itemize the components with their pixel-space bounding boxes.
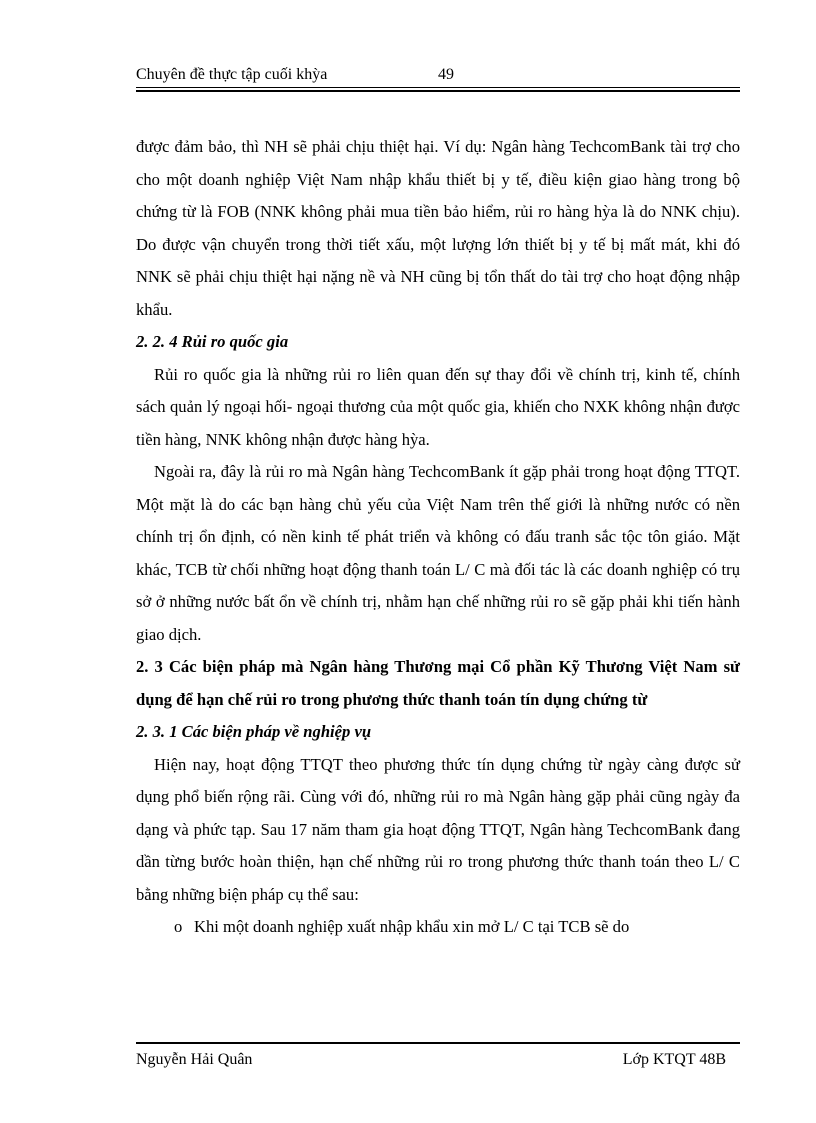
bullet-item — [136, 911, 740, 944]
header-rule-thin — [136, 87, 740, 88]
paragraph-country-risk-techcombank: Ngoài ra, đây là rủi ro mà Ngân hàng TechcomBank ít gặp phải trong hoạt động TTQT. Một mặt là do các bạn hàng chủ yếu của Việt Nam trên thế giới là những nước có nền chính trị ổn định, có nền kinh tế phát triển và không có đấu tranh sắc tộc tôn giáo. Mặt khác, TCB từ chối những hoạt động thanh toán L/ C mà đối tác là các doanh nghiệp có trụ sở ở những nước bất ổn về chính trị, nhằm hạn chế những rủi ro sẽ gặp phải khi tiến hành giao dịch. — [136, 462, 740, 644]
page-number: 49 — [438, 66, 454, 83]
footer-class: Lớp KTQT 48B — [622, 1051, 726, 1068]
page-body — [136, 131, 740, 944]
heading-2-3-1: 2. 3. 1 Các biện pháp về nghiệp vụ — [136, 722, 372, 741]
paragraph-country-risk: Rủi ro quốc gia là những rủi ro liên quan đến sự thay đổi về chính trị, kinh tế, chính sách quản lý ngoại hối- ngoại thương của một quốc gia, khiến cho NXK không nhận được tiền hàng, NNK không nhận được hàng hỳa. — [136, 364, 740, 449]
bullet-marker: o — [174, 917, 183, 936]
footer-rule — [136, 1042, 740, 1044]
heading-2-3: 2. 3 Các biện pháp mà Ngân hàng Thương mại Cổ phần Kỹ Thương Việt Nam sử dụng để hạn chế rủi ro trong phương thức thanh toán tín dụng chứng từ — [136, 657, 740, 709]
page-footer — [136, 1042, 740, 1072]
page-header — [136, 63, 740, 89]
footer-author: Nguyễn Hải Quân — [136, 1051, 253, 1068]
paragraph-measures-intro: Hiện nay, hoạt động TTQT theo phương thức tín dụng chứng từ ngày càng được sử dụng phổ biến rộng rãi. Cùng với đó, những rủi ro mà Ngân hàng gặp phải cũng ngày đa dạng và phức tạp. Sau 17 năm tham gia hoạt động TTQT, Ngân hàng TechcomBank đang dần từng bước hoàn thiện, hạn chế những rủi ro trong phương thức thanh toán theo L/ C bằng những biện pháp cụ thể sau: — [136, 754, 740, 904]
header-title: Chuyên đề thực tập cuối khỳa — [136, 66, 328, 83]
bullet-text: Khi một doanh nghiệp xuất nhập khẩu xin mở L/ C tại TCB sẽ do — [194, 917, 630, 936]
paragraph-risk-example: được đảm bảo, thì NH sẽ phải chịu thiệt hại. Ví dụ: Ngân hàng TechcomBank tài trợ cho cho một doanh nghiệp Việt Nam nhập khẩu thiết bị y tế, điều kiện giao hàng trong bộ chứng từ là FOB (NNK không phải mua tiền bảo hiểm, rủi ro hàng hỳa là do NNK chịu). Do được vận chuyển trong thời tiết xấu, một lượng lớn thiết bị y tế bị mất mát, khi đó NNK sẽ phải chịu thiệt hại nặng nề và NH cũng bị tổn thất do tài trợ cho hoạt động nhập khẩu. — [136, 137, 740, 319]
heading-2-2-4: 2. 2. 4 Rủi ro quốc gia — [136, 332, 289, 351]
header-rule-thick — [136, 90, 740, 92]
